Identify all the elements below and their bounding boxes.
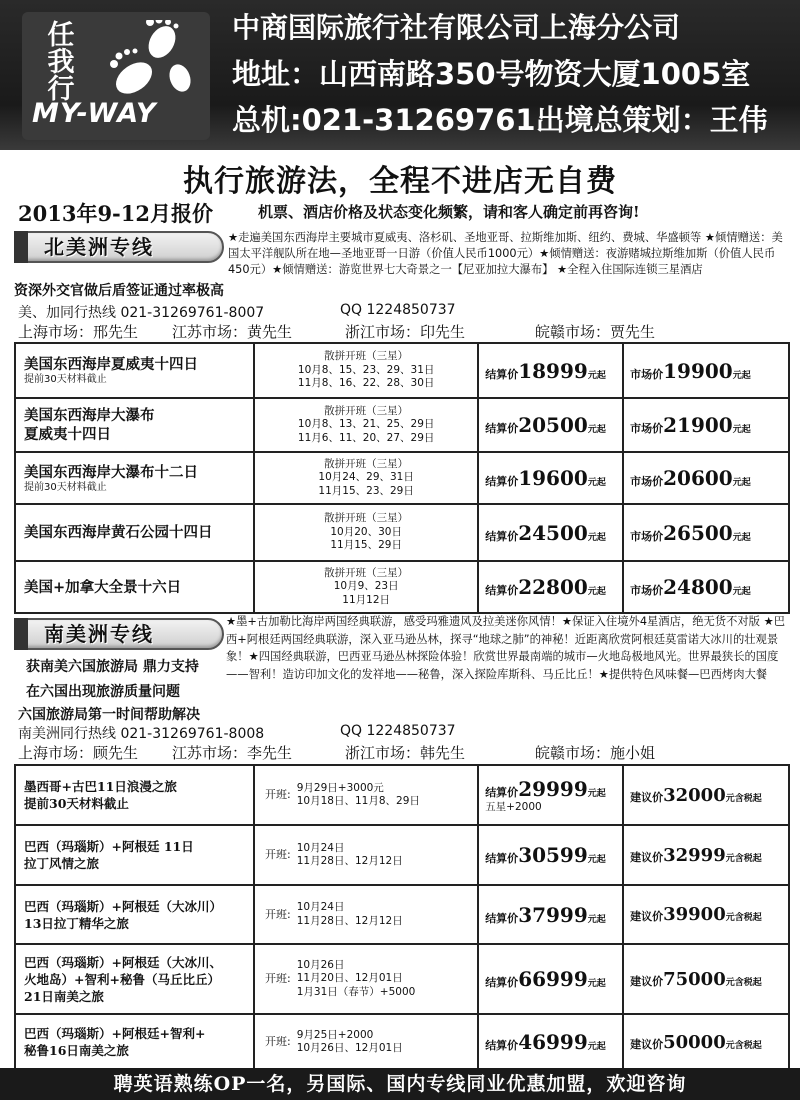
north-visa-note: 资深外交官做后盾签证通过率极高 [14, 283, 224, 299]
route-name: 美国东西海岸大瀑布十二日 [24, 463, 198, 481]
price-unit: 元起 [732, 587, 751, 597]
market-label: 市场价 [630, 367, 664, 381]
schedule-dates: 11月6、11、20、27、29日 [297, 431, 435, 444]
price-unit: 元起 [587, 914, 606, 925]
settle-price: 37999 [518, 902, 588, 927]
route-name: 巴西（玛瑙斯）+阿根廷（大冰川） [24, 898, 222, 914]
south-market-wangan: 皖赣市场：施小姐 [535, 744, 656, 762]
market-label: 市场价 [630, 475, 664, 488]
price-unit: 元起 [587, 789, 606, 799]
settle-price-cell [478, 398, 623, 452]
north-qq: QQ 1224850737 [340, 302, 456, 318]
settle-price-cell [478, 504, 623, 561]
north-america-banner [14, 231, 224, 263]
market-price-cell [623, 452, 789, 504]
settle-label: 结算价 [485, 367, 519, 381]
settle-price-cell [478, 1014, 623, 1070]
settle-price: 18999 [518, 358, 588, 383]
north-market-wangan: 皖赣市场：贾先生 [535, 323, 656, 341]
route-name: 秘鲁16日南美之旅 [24, 1043, 129, 1058]
price-unit: 元含税起 [725, 1040, 762, 1051]
south-support-line-3: 六国旅游局第一时间帮助解决 [18, 707, 200, 723]
schedule-dates: 11月12日 [342, 593, 391, 606]
schedule-label: 开班: [265, 788, 291, 802]
route-note: 提前30天材料截止 [24, 481, 107, 493]
schedule-title: 散拼开班（三星） [324, 512, 409, 525]
settle-label: 结算价 [485, 475, 519, 488]
price-unit: 元起 [587, 855, 606, 865]
table-row [15, 1014, 789, 1070]
table-row [15, 452, 789, 504]
schedule-dates: 10月9、23日 [333, 580, 399, 593]
market-price-cell [623, 504, 789, 561]
settle-price: 66999 [518, 967, 588, 991]
market-label: 市场价 [630, 422, 664, 435]
schedule-title: 散拼开班（三星） [324, 350, 409, 363]
recommended-price-cell [623, 944, 789, 1014]
route-name: 墨西哥+古巴11日浪漫之旅 [24, 779, 177, 794]
schedule-dates: 10月20、30日 [330, 525, 402, 538]
table-row [15, 765, 789, 825]
south-hotline: 南美洲同行热线 021-31269761-8008 [18, 726, 265, 742]
schedule-label: 开班: [265, 1035, 291, 1049]
route-cell [15, 765, 254, 825]
settle-price: 24500 [518, 520, 588, 545]
north-america-description: ★走遍美国东西海岸主要城市夏威夷、洛杉矶、圣地亚哥、拉斯维加斯、纽约、费城、华盛顿等 ★倾情赠送：美国太平洋舰队所在地—圣地亚哥一日游（价值人民币1000元）★倾情赠送：夜游赌城拉斯维加斯（价值人民币450元）★倾情赠送：游览世界七大奇景之一【尼亚加拉大瀑布】 ★全程入住国际连锁三星酒店 [228, 231, 783, 276]
recommended-price-cell [623, 765, 789, 825]
north-hotline: 美、加同行热线 021-31269761-8007 [18, 305, 265, 321]
recommended-price: 50000 [663, 1031, 726, 1053]
route-name: 夏威夷十四日 [24, 426, 111, 443]
schedule-dates: 11月8、16、22、28、30日 [297, 377, 435, 390]
route-name: 提前30天材料截止 [24, 796, 129, 811]
price-unit: 元起 [587, 370, 606, 381]
schedule-title: 散拼开班（三星） [324, 404, 409, 417]
schedule-cell [254, 944, 478, 1014]
recommended-label: 建议价 [630, 1037, 664, 1051]
price-unit: 元起 [732, 425, 751, 435]
settle-price-cell [478, 944, 623, 1014]
settle-price-cell [478, 765, 623, 825]
price-unit: 元含税起 [725, 913, 762, 923]
schedule-dates: 10月8、13、21、25、29日 [297, 418, 435, 431]
company-address: 地址：山西南路350号物资大厦1005室 [232, 57, 751, 91]
south-support-line-1: 获南美六国旅游局 鼎力支持 [26, 659, 199, 675]
settle-price-cell [478, 885, 623, 944]
market-price: 24800 [663, 575, 733, 599]
recommended-price-cell [623, 885, 789, 944]
schedule-label: 开班: [265, 907, 291, 921]
schedule-dates: 11月20日、12月01日 [296, 972, 403, 985]
north-america-price-table [14, 342, 790, 614]
settle-price-cell [478, 825, 623, 885]
settle-label: 结算价 [485, 422, 519, 435]
price-unit: 元起 [732, 532, 751, 543]
schedule-cell [254, 1014, 478, 1070]
schedule-dates: 10月26日、12月01日 [296, 1042, 403, 1054]
route-cell [15, 885, 254, 944]
route-name: 美国东西海岸夏威夷十四日 [24, 356, 198, 373]
table-row [15, 343, 789, 398]
schedule-dates: 11月15、23、29日 [318, 484, 414, 497]
market-price-cell [623, 398, 789, 452]
south-support-line-2: 在六国出现旅游质量问题 [26, 684, 180, 700]
settle-label: 结算价 [485, 529, 519, 543]
schedule-dates: 1月31日（春节）+5000 [296, 985, 416, 998]
quote-title: 2013年9-12月报价 [18, 201, 213, 226]
schedule-title: 散拼开班（三星） [324, 566, 409, 579]
schedule-cell [254, 765, 478, 825]
price-unit: 元含税起 [725, 977, 762, 988]
schedule-cell [254, 561, 478, 613]
recommended-price-cell [623, 825, 789, 885]
price-unit: 元起 [732, 370, 751, 381]
south-america-price-table [14, 764, 790, 1071]
north-market-shanghai: 上海市场：邢先生 [18, 323, 139, 341]
settle-price: 20500 [518, 413, 588, 437]
settle-label: 结算价 [485, 584, 519, 597]
south-market-zhejiang: 浙江市场：韩先生 [345, 744, 466, 762]
price-unit: 元起 [587, 478, 606, 488]
route-cell [15, 561, 254, 613]
north-america-banner-label: 北美洲专线 [44, 235, 154, 259]
route-cell [15, 504, 254, 561]
route-name: 13日拉丁精华之旅 [24, 915, 129, 931]
settle-label: 结算价 [485, 852, 519, 865]
route-note: 提前30天材料截止 [24, 374, 107, 385]
schedule-dates: 10月24日 [296, 901, 345, 913]
settle-price: 30599 [518, 843, 588, 867]
price-unit: 元起 [732, 478, 751, 488]
schedule-dates: 11月28日、12月12日 [296, 855, 403, 867]
market-price-cell [623, 343, 789, 398]
settle-price-cell [478, 343, 623, 398]
schedule-dates: 10月26日 [296, 958, 345, 971]
table-row [15, 561, 789, 613]
south-market-jiangsu: 江苏市场：李先生 [172, 744, 293, 762]
route-cell [15, 343, 254, 398]
recommended-price: 39900 [663, 904, 726, 925]
south-america-banner [14, 618, 224, 650]
market-price: 20600 [663, 466, 733, 490]
route-name: 巴西（玛瑙斯）+阿根廷 11日 [24, 839, 194, 854]
route-cell [15, 944, 254, 1014]
schedule-label: 开班: [265, 848, 291, 862]
settle-extra: 五星+2000 [485, 801, 542, 813]
price-unit: 元含税起 [725, 793, 762, 804]
settle-label: 结算价 [485, 786, 519, 799]
market-price-cell [623, 561, 789, 613]
route-name: 火地岛）+智利+秘鲁（马丘比丘） [24, 971, 220, 987]
price-unit: 元起 [587, 532, 606, 543]
schedule-cell [254, 343, 478, 398]
schedule-cell [254, 504, 478, 561]
schedule-cell [254, 398, 478, 452]
settle-label: 结算价 [485, 976, 519, 989]
schedule-dates: 10月24、29、31日 [318, 471, 414, 484]
footprint-icon [92, 20, 202, 108]
company-phone: 总机:021-31269761出境总策划：王伟 [232, 103, 768, 137]
market-label: 市场价 [630, 584, 664, 597]
route-cell [15, 398, 254, 452]
table-row [15, 944, 789, 1014]
market-price: 19900 [663, 358, 733, 383]
schedule-dates: 11月15、29日 [330, 539, 402, 552]
north-market-jiangsu: 江苏市场：黄先生 [172, 323, 293, 341]
logo-chinese: 任我行 [47, 20, 75, 105]
table-row [15, 885, 789, 944]
south-market-shanghai: 上海市场：顾先生 [18, 744, 139, 762]
route-name: 美国东西海岸大瀑布 [24, 407, 155, 424]
recommended-price: 75000 [663, 968, 726, 990]
market-label: 市场价 [630, 529, 664, 543]
settle-label: 结算价 [485, 911, 519, 925]
settle-price: 29999 [518, 777, 588, 801]
settle-price: 46999 [518, 1030, 588, 1054]
recommended-label: 建议价 [630, 850, 664, 864]
route-cell [15, 452, 254, 504]
south-america-banner-label: 南美洲专线 [44, 622, 154, 646]
recommended-label: 建议价 [630, 974, 664, 988]
schedule-title: 散拼开班（三星） [324, 457, 409, 470]
company-name: 中商国际旅行社有限公司上海分公司 [232, 11, 681, 44]
settle-label: 结算价 [485, 1039, 519, 1052]
market-price: 26500 [663, 520, 733, 545]
route-name: 21日南美之旅 [24, 988, 104, 1004]
price-unit: 元起 [587, 587, 606, 597]
schedule-dates: 11月28日、12月12日 [296, 914, 403, 927]
route-cell [15, 1014, 254, 1070]
schedule-cell [254, 825, 478, 885]
table-row [15, 398, 789, 452]
price-unit: 元起 [587, 425, 606, 435]
settle-price: 19600 [518, 466, 588, 490]
schedule-dates: 9月25日+2000 [296, 1028, 374, 1041]
schedule-cell [254, 452, 478, 504]
route-name: 巴西（玛瑙斯）+阿根廷+智利+ [24, 1026, 206, 1041]
recommended-label: 建议价 [630, 790, 664, 804]
market-price: 21900 [663, 413, 733, 437]
schedule-dates: 10月8、15、23、29、31日 [297, 363, 435, 376]
price-unit: 元起 [587, 979, 606, 989]
schedule-dates: 9月29日+3000元 [296, 781, 384, 794]
schedule-cell [254, 885, 478, 944]
north-market-zhejiang: 浙江市场：印先生 [345, 323, 466, 341]
schedule-dates: 10月18日、11月8、29日 [296, 795, 420, 807]
table-row [15, 504, 789, 561]
quote-note: 机票、酒店价格及状态变化频繁，请和客人确定前再咨询! [258, 203, 640, 221]
price-unit: 元含税起 [725, 853, 762, 864]
table-row [15, 825, 789, 885]
recommended-price: 32999 [663, 844, 726, 866]
settle-price-cell [478, 561, 623, 613]
schedule-dates: 10月24日 [296, 841, 345, 854]
recommended-price-cell [623, 1014, 789, 1070]
settle-price-cell [478, 452, 623, 504]
recommended-label: 建议价 [630, 910, 664, 923]
route-name: 巴西（玛瑙斯）+阿根廷（大冰川、 [24, 954, 222, 970]
route-name: 美国东西海岸黄石公园十四日 [24, 524, 213, 541]
settle-price: 22800 [518, 575, 588, 599]
south-qq: QQ 1224850737 [340, 723, 456, 739]
route-name: 美国+加拿大全景十六日 [24, 578, 182, 596]
price-unit: 元起 [587, 1042, 606, 1052]
footer-recruitment: 聘英语熟练OP一名，另国际、国内专线同业优惠加盟，欢迎咨询 [0, 1068, 800, 1100]
slogan: 执行旅游法，全程不进店无自费 [0, 150, 800, 195]
recommended-price: 32000 [663, 784, 726, 806]
schedule-label: 开班: [265, 972, 291, 986]
route-cell [15, 825, 254, 885]
south-america-description: ★墨+古加勒比海岸两国经典联游，感受玛雅遗风及拉美迷你风情！★保证入住境外4星酒店，绝无货不对版 ★巴西+阿根廷两国经典联游，深入亚马逊丛林，探寻“地球之肺”的神秘！近距离欣赏阿根廷莫雷诺大冰川的壮观景象！★四国经典联游，巴西亚马逊丛林探险体验！欣赏世界最南端的城市—火地岛极地风光。世界最狭长的国度——智利！造访印加文化的发祥地——秘鲁，深入探险库斯科、马丘比丘！★提供特色风味餐—巴西烤肉大餐 [226, 615, 785, 681]
logo-english: MY-WAY [32, 98, 157, 129]
route-name: 拉丁风情之旅 [24, 856, 100, 871]
